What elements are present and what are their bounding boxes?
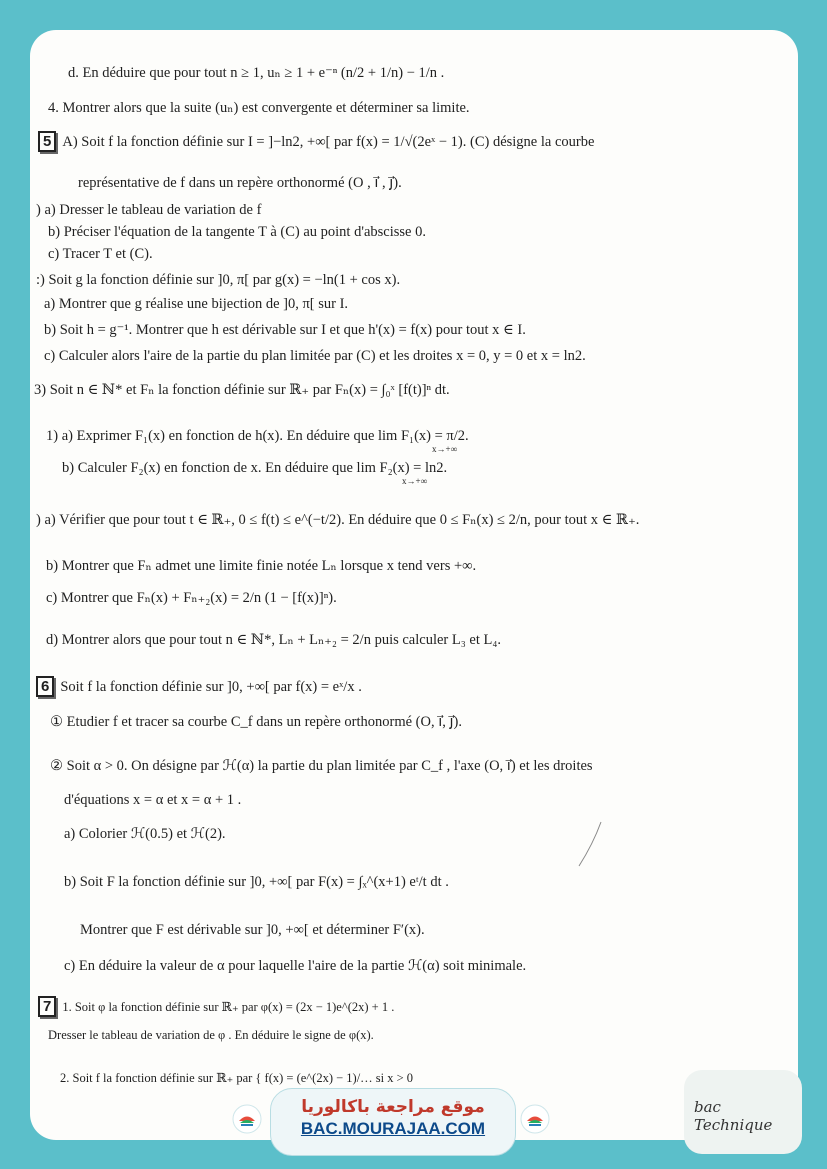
ex5-3-2a: ) a) Vérifier que pour tout t ∈ ℝ₊, 0 ≤ f(t) ≤ e^(−t/2). En déduire que 0 ≤ Fₙ(x) ≤ 2/n, pour tout x ∈ ℝ₊. (36, 512, 640, 528)
ex6-2b: b) Soit F la fonction définie sur ]0, +∞[ par F(x) = ∫ₓ^(x+1) eᵗ/t dt . (64, 874, 449, 890)
ex5-3: 3) Soit n ∈ ℕ* et Fₙ la fonction définie sur ℝ₊ par Fₙ(x) = ∫₀ˣ [f(t)]ⁿ dt. (34, 382, 450, 398)
ex5-2: :) Soit g la fonction définie sur ]0, π[ par g(x) = −ln(1 + cos x). (36, 272, 401, 288)
ex6-1: ① Etudier f et tracer sa courbe C_f dans un repère orthonormé (O, i⃗, j⃗). (50, 714, 462, 730)
site-logo-left-icon (232, 1104, 262, 1134)
bac-technique-stamp (684, 1070, 802, 1154)
exercise-7-header (38, 996, 394, 1017)
exercise-6-header (36, 676, 362, 697)
exercise-5-number: 5 (38, 131, 56, 152)
ex5-3-1b: b) Calculer F₂(x) en fonction de x. En déduire que lim F₂(x) = ln2. (62, 460, 448, 476)
exercise-6-number: 6 (36, 676, 54, 697)
ex6-2-cont: d'équations x = α et x = α + 1 . (64, 792, 242, 808)
site-url-link[interactable]: BAC.MOURAJAA.COM (300, 1119, 486, 1138)
exercise-4-item-4: 4. Montrer alors que la suite (uₙ) est convergente et déterminer sa limite. (48, 100, 470, 116)
ex7-1-cont: Dresser le tableau de variation de φ . En déduire le signe de φ(x). (48, 1028, 374, 1042)
site-name-arabic: موقع مراجعة باكالوريا (301, 1097, 485, 1117)
exercise-5-header (38, 131, 594, 152)
exercise-7-intro: 1. Soit φ la fonction définie sur ℝ₊ par φ(x) = (2x − 1)e^(2x) + 1 . (62, 1000, 395, 1014)
ex6-2c: c) En déduire la valeur de α pour laquelle l'aire de la partie ℋ(α) soit minimale. (64, 958, 527, 974)
document-page (30, 30, 798, 1140)
ex5-2a: a) Montrer que g réalise une bijection de ]0, π[ sur I. (44, 296, 349, 312)
ex5-2b: b) Soit h = g⁻¹. Montrer que h est dérivable sur I et que h'(x) = f(x) pour tout x ∈ I. (44, 322, 526, 338)
pen-mark (575, 820, 605, 870)
ex5-2c: c) Calculer alors l'aire de la partie du plan limitée par (C) et les droites x = 0, y = 0 et x = ln2. (44, 348, 586, 364)
site-badge[interactable] (270, 1088, 516, 1156)
ex7-2: 2. Soit f la fonction définie sur ℝ₊ par { f(x) = (e^(2x) − 1)/… si x > 0 (60, 1071, 414, 1085)
ex5-3-1a: 1) a) Exprimer F₁(x) en fonction de h(x). En déduire que lim F₁(x) = π/2. (46, 428, 469, 444)
ex5-3-2d: d) Montrer alors que pour tout n ∈ ℕ*, Lₙ + Lₙ₊₂ = 2/n puis calculer L₃ et L₄. (46, 632, 502, 648)
exercise-7-number: 7 (38, 996, 56, 1017)
ex5-3-1a-limit: x→+∞ (432, 444, 457, 454)
stamp-text: bac Technique (694, 1098, 773, 1134)
ex5-1b: b) Préciser l'équation de la tangente T à (C) au point d'abscisse 0. (48, 224, 426, 240)
ex5-1a: ) a) Dresser le tableau de variation de f (36, 202, 262, 218)
exercise-6-intro: Soit f la fonction définie sur ]0, +∞[ par f(x) = eˣ/x . (60, 679, 362, 695)
exercise-5-intro-cont: représentative de f dans un repère orthonormé (O , i⃗ , j⃗). (78, 175, 402, 191)
ex5-3-1b-limit: x→+∞ (402, 476, 427, 486)
ex6-2: ② Soit α > 0. On désigne par ℋ(α) la partie du plan limitée par C_f , l'axe (O, i⃗) et les droites (50, 758, 593, 774)
site-logo-right-icon (520, 1104, 550, 1134)
ex5-3-2b: b) Montrer que Fₙ admet une limite finie notée Lₙ lorsque x tend vers +∞. (46, 558, 477, 574)
ex5-1c: c) Tracer T et (C). (48, 246, 153, 262)
ex6-2a: a) Colorier ℋ(0.5) et ℋ(2). (64, 826, 226, 842)
ex5-3-2c: c) Montrer que Fₙ(x) + Fₙ₊₂(x) = 2/n (1 − [f(x)]ⁿ). (46, 590, 337, 606)
ex6-2b-cont: Montrer que F est dérivable sur ]0, +∞[ et déterminer F′(x). (80, 922, 425, 938)
exercise-4-item-d: d. En déduire que pour tout n ≥ 1, uₙ ≥ 1 + e⁻ⁿ (n/2 + 1/n) − 1/n . (68, 65, 445, 81)
exercise-5-intro: A) Soit f la fonction définie sur I = ]−ln2, +∞[ par f(x) = 1/√(2eˣ − 1). (C) désigne la courbe (62, 134, 595, 150)
